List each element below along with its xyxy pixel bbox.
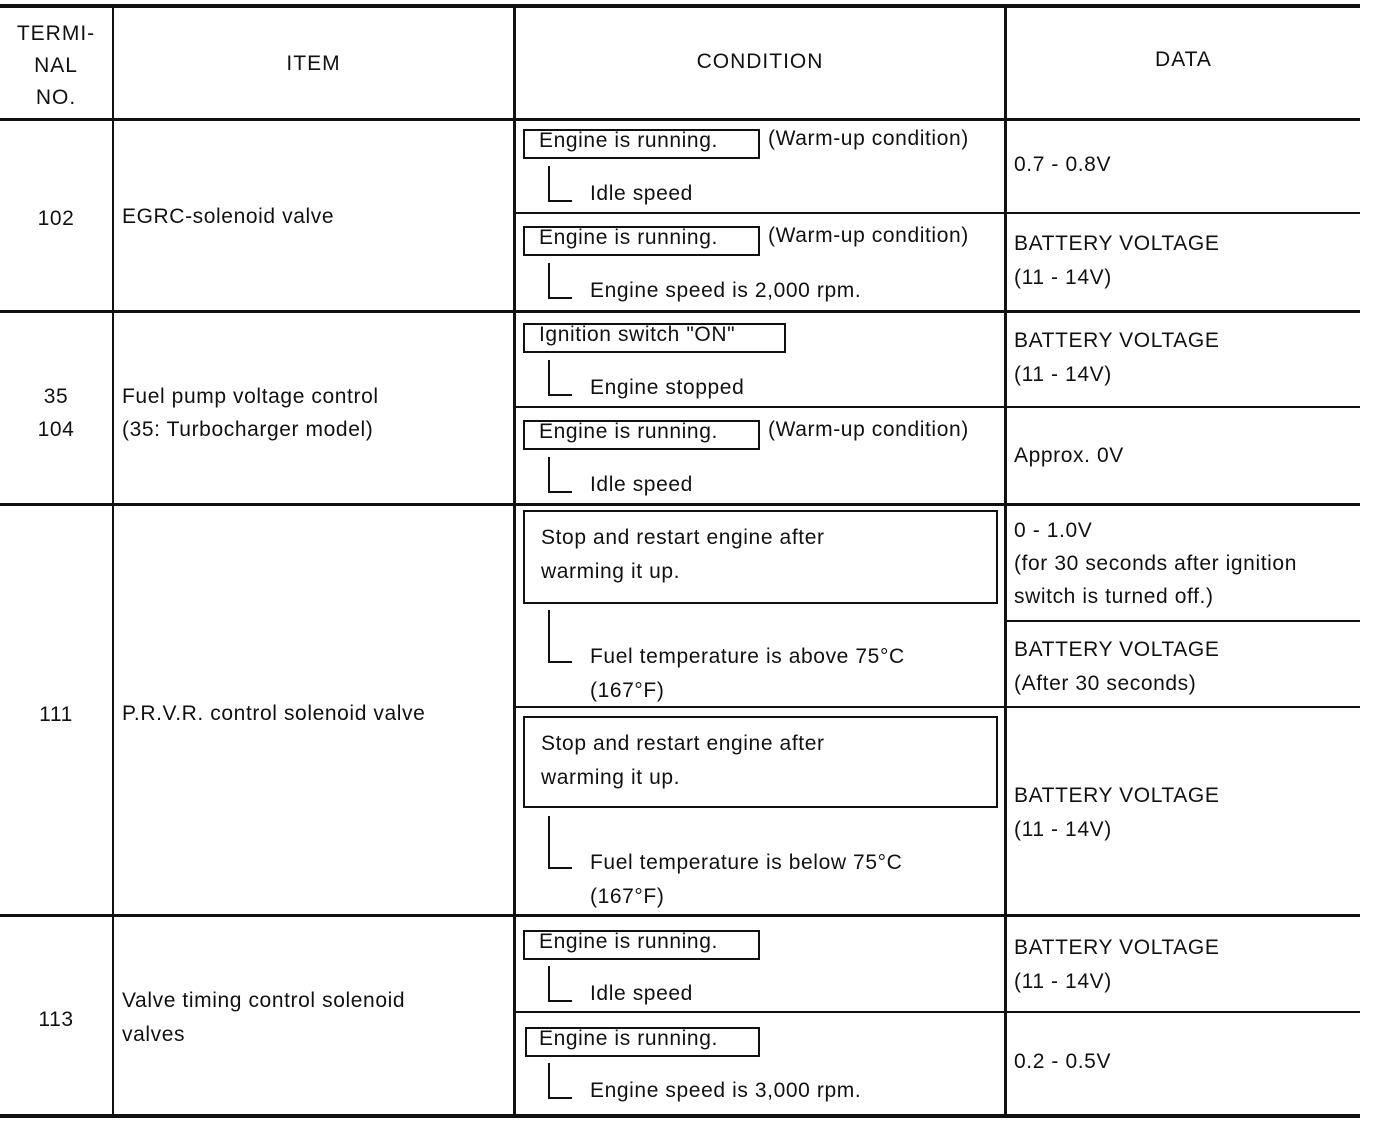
condition-note: (Warm-up condition) [768,418,969,441]
condition-branch-line [548,457,572,493]
header-terminal-line: NAL [34,54,78,77]
item-name: EGRC-solenoid valve [122,205,335,228]
data-value: (After 30 seconds) [1014,672,1197,695]
header-data: DATA [1155,48,1212,71]
condition-branch-line [548,966,572,1002]
row-divider [515,406,1360,408]
data-value: switch is turned off.) [1014,585,1214,608]
item-name: Valve timing control solenoid [122,989,406,1012]
row-divider [515,706,1360,708]
data-value: (11 - 14V) [1014,363,1112,386]
condition-label: Engine is running. [539,930,718,953]
condition-sub: Idle speed [590,182,693,205]
terminal-number: 111 [39,703,73,726]
condition-label: Ignition switch "ON" [539,323,736,346]
data-value: BATTERY VOLTAGE [1014,232,1220,255]
condition-label: warming it up. [541,766,681,789]
terminal-number: 104 [37,418,75,441]
condition-label: Engine is running. [539,129,718,152]
header-condition: CONDITION [696,50,824,73]
terminal-number: 35 [43,385,69,408]
condition-branch-line [548,816,572,869]
column-divider [513,6,516,1116]
condition-branch-line [548,1063,572,1099]
data-value: BATTERY VOLTAGE [1014,638,1220,661]
condition-sub: (167°F) [590,885,665,908]
data-value: 0 - 1.0V [1014,519,1093,542]
table-top-border [0,4,1360,8]
row-divider [0,310,1360,313]
terminal-number: 113 [38,1008,74,1031]
terminal-number: 102 [37,207,75,230]
table-bottom-border [0,1114,1360,1118]
data-value: Approx. 0V [1014,444,1124,467]
condition-sub: Engine speed is 2,000 rpm. [590,279,862,302]
condition-branch-line [548,166,572,202]
item-name: valves [122,1023,186,1046]
item-name: Fuel pump voltage control [122,385,379,408]
header-item: ITEM [286,52,341,75]
condition-label: warming it up. [541,560,681,583]
condition-sub: Engine stopped [590,376,745,399]
condition-note: (Warm-up condition) [768,127,969,150]
header-terminal-line: NO. [35,86,77,109]
data-value: (11 - 14V) [1014,266,1112,289]
condition-label: Engine is running. [539,420,718,443]
condition-sub: (167°F) [590,679,665,702]
condition-label: Stop and restart engine after [541,526,825,549]
row-divider [1006,620,1360,622]
condition-box [523,510,998,604]
header-terminal-line: TERMI- [16,22,96,45]
row-divider [0,914,1360,917]
condition-branch-line [548,263,572,299]
condition-sub: Fuel temperature is above 75°C [590,645,905,668]
data-value: (for 30 seconds after ignition [1014,552,1297,575]
condition-sub: Idle speed [590,473,693,496]
data-value: BATTERY VOLTAGE [1014,329,1220,352]
condition-branch-line [548,610,572,663]
condition-sub: Fuel temperature is below 75°C [590,851,903,874]
condition-note: (Warm-up condition) [768,224,969,247]
data-value: (11 - 14V) [1014,970,1112,993]
condition-box [523,716,998,808]
data-value: 0.7 - 0.8V [1014,153,1112,176]
condition-label: Stop and restart engine after [541,732,825,755]
condition-label: Engine is running. [539,1027,718,1050]
column-divider [1004,6,1007,1116]
item-name: (35: Turbocharger model) [122,418,374,441]
data-value: (11 - 14V) [1014,818,1112,841]
header-bottom-rule [0,118,1360,121]
condition-sub: Idle speed [590,982,693,1005]
item-name: P.R.V.R. control solenoid valve [122,702,426,725]
header-terminal-no [0,18,112,114]
condition-branch-line [548,360,572,396]
data-value: BATTERY VOLTAGE [1014,784,1220,807]
column-divider [112,6,114,1116]
condition-sub: Engine speed is 3,000 rpm. [590,1079,862,1102]
data-value: BATTERY VOLTAGE [1014,936,1220,959]
data-value: 0.2 - 0.5V [1014,1050,1112,1073]
row-divider [515,212,1360,214]
row-divider [515,1011,1360,1013]
row-divider [0,503,1360,506]
condition-label: Engine is running. [539,226,718,249]
